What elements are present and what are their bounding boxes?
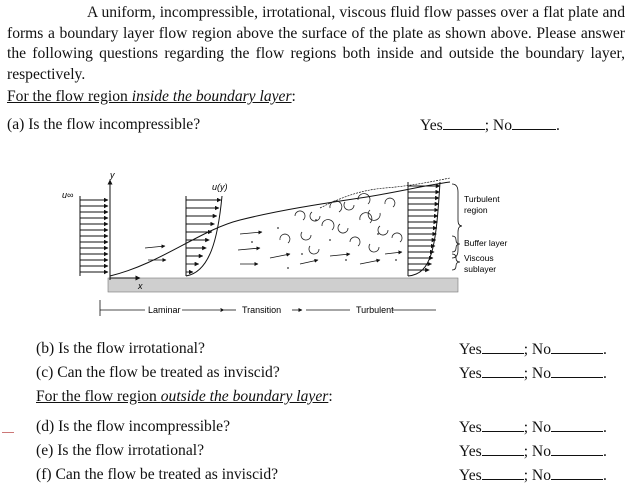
answer-e[interactable]: Yes ; No . xyxy=(459,443,607,460)
u-y-label: u(y) xyxy=(212,182,228,192)
question-f: (f) Can the flow be treated as inviscid? xyxy=(36,466,279,483)
turbulent-label: Turbulent xyxy=(356,305,394,315)
answer-c[interactable]: Yes ; No . xyxy=(459,365,607,382)
answer-a[interactable]: Yes ; No . xyxy=(420,117,560,134)
x-axis-label: x xyxy=(138,281,143,291)
freestream-arrows xyxy=(80,200,108,272)
laminar-label: Laminar xyxy=(148,305,181,315)
eddies xyxy=(280,194,402,254)
question-e: (e) Is the flow irrotational? xyxy=(36,442,204,459)
transition-label: Transition xyxy=(242,305,282,315)
question-c: (c) Can the flow be treated as inviscid? xyxy=(36,364,280,381)
outside-heading: For the flow region outside the boundary layer: xyxy=(36,388,333,405)
boundary-layer-figure xyxy=(40,168,540,328)
turbulent-profile-arrows xyxy=(408,186,440,270)
particles xyxy=(251,219,397,269)
question-a: (a) Is the flow incompressible? xyxy=(7,116,201,133)
problem-statement xyxy=(7,3,625,85)
question-d: (d) Is the flow incompressible? xyxy=(36,418,231,435)
inside-heading: For the flow region inside the boundary layer: xyxy=(7,88,296,105)
viscous-sublayer-label: Viscous sublayer xyxy=(464,253,497,274)
y-axis-label: y xyxy=(110,170,115,180)
problem-intro-text: A uniform, incompressible, irrotational, viscous fluid flow passes over a flat plate and forms a boundary layer flow region above the surface of the plate as shown above. Please answer the following questions regarding the flow regions both inside and outside the boundary layer, respectively. xyxy=(7,4,625,83)
u-infinity-label: u∞ xyxy=(62,190,74,200)
answer-d[interactable]: Yes ; No . xyxy=(459,419,607,436)
turbulent-region-label: Turbulent region xyxy=(464,194,500,215)
answer-f[interactable]: Yes ; No . xyxy=(459,467,607,484)
answer-b[interactable]: Yes ; No . xyxy=(459,341,607,358)
margin-mark xyxy=(2,432,14,433)
flat-plate xyxy=(108,278,458,292)
question-b: (b) Is the flow irrotational? xyxy=(36,340,205,357)
boundary-layer-edge xyxy=(110,182,450,276)
bl-flow-arrows xyxy=(145,232,402,264)
buffer-layer-label: Buffer layer xyxy=(464,238,508,248)
